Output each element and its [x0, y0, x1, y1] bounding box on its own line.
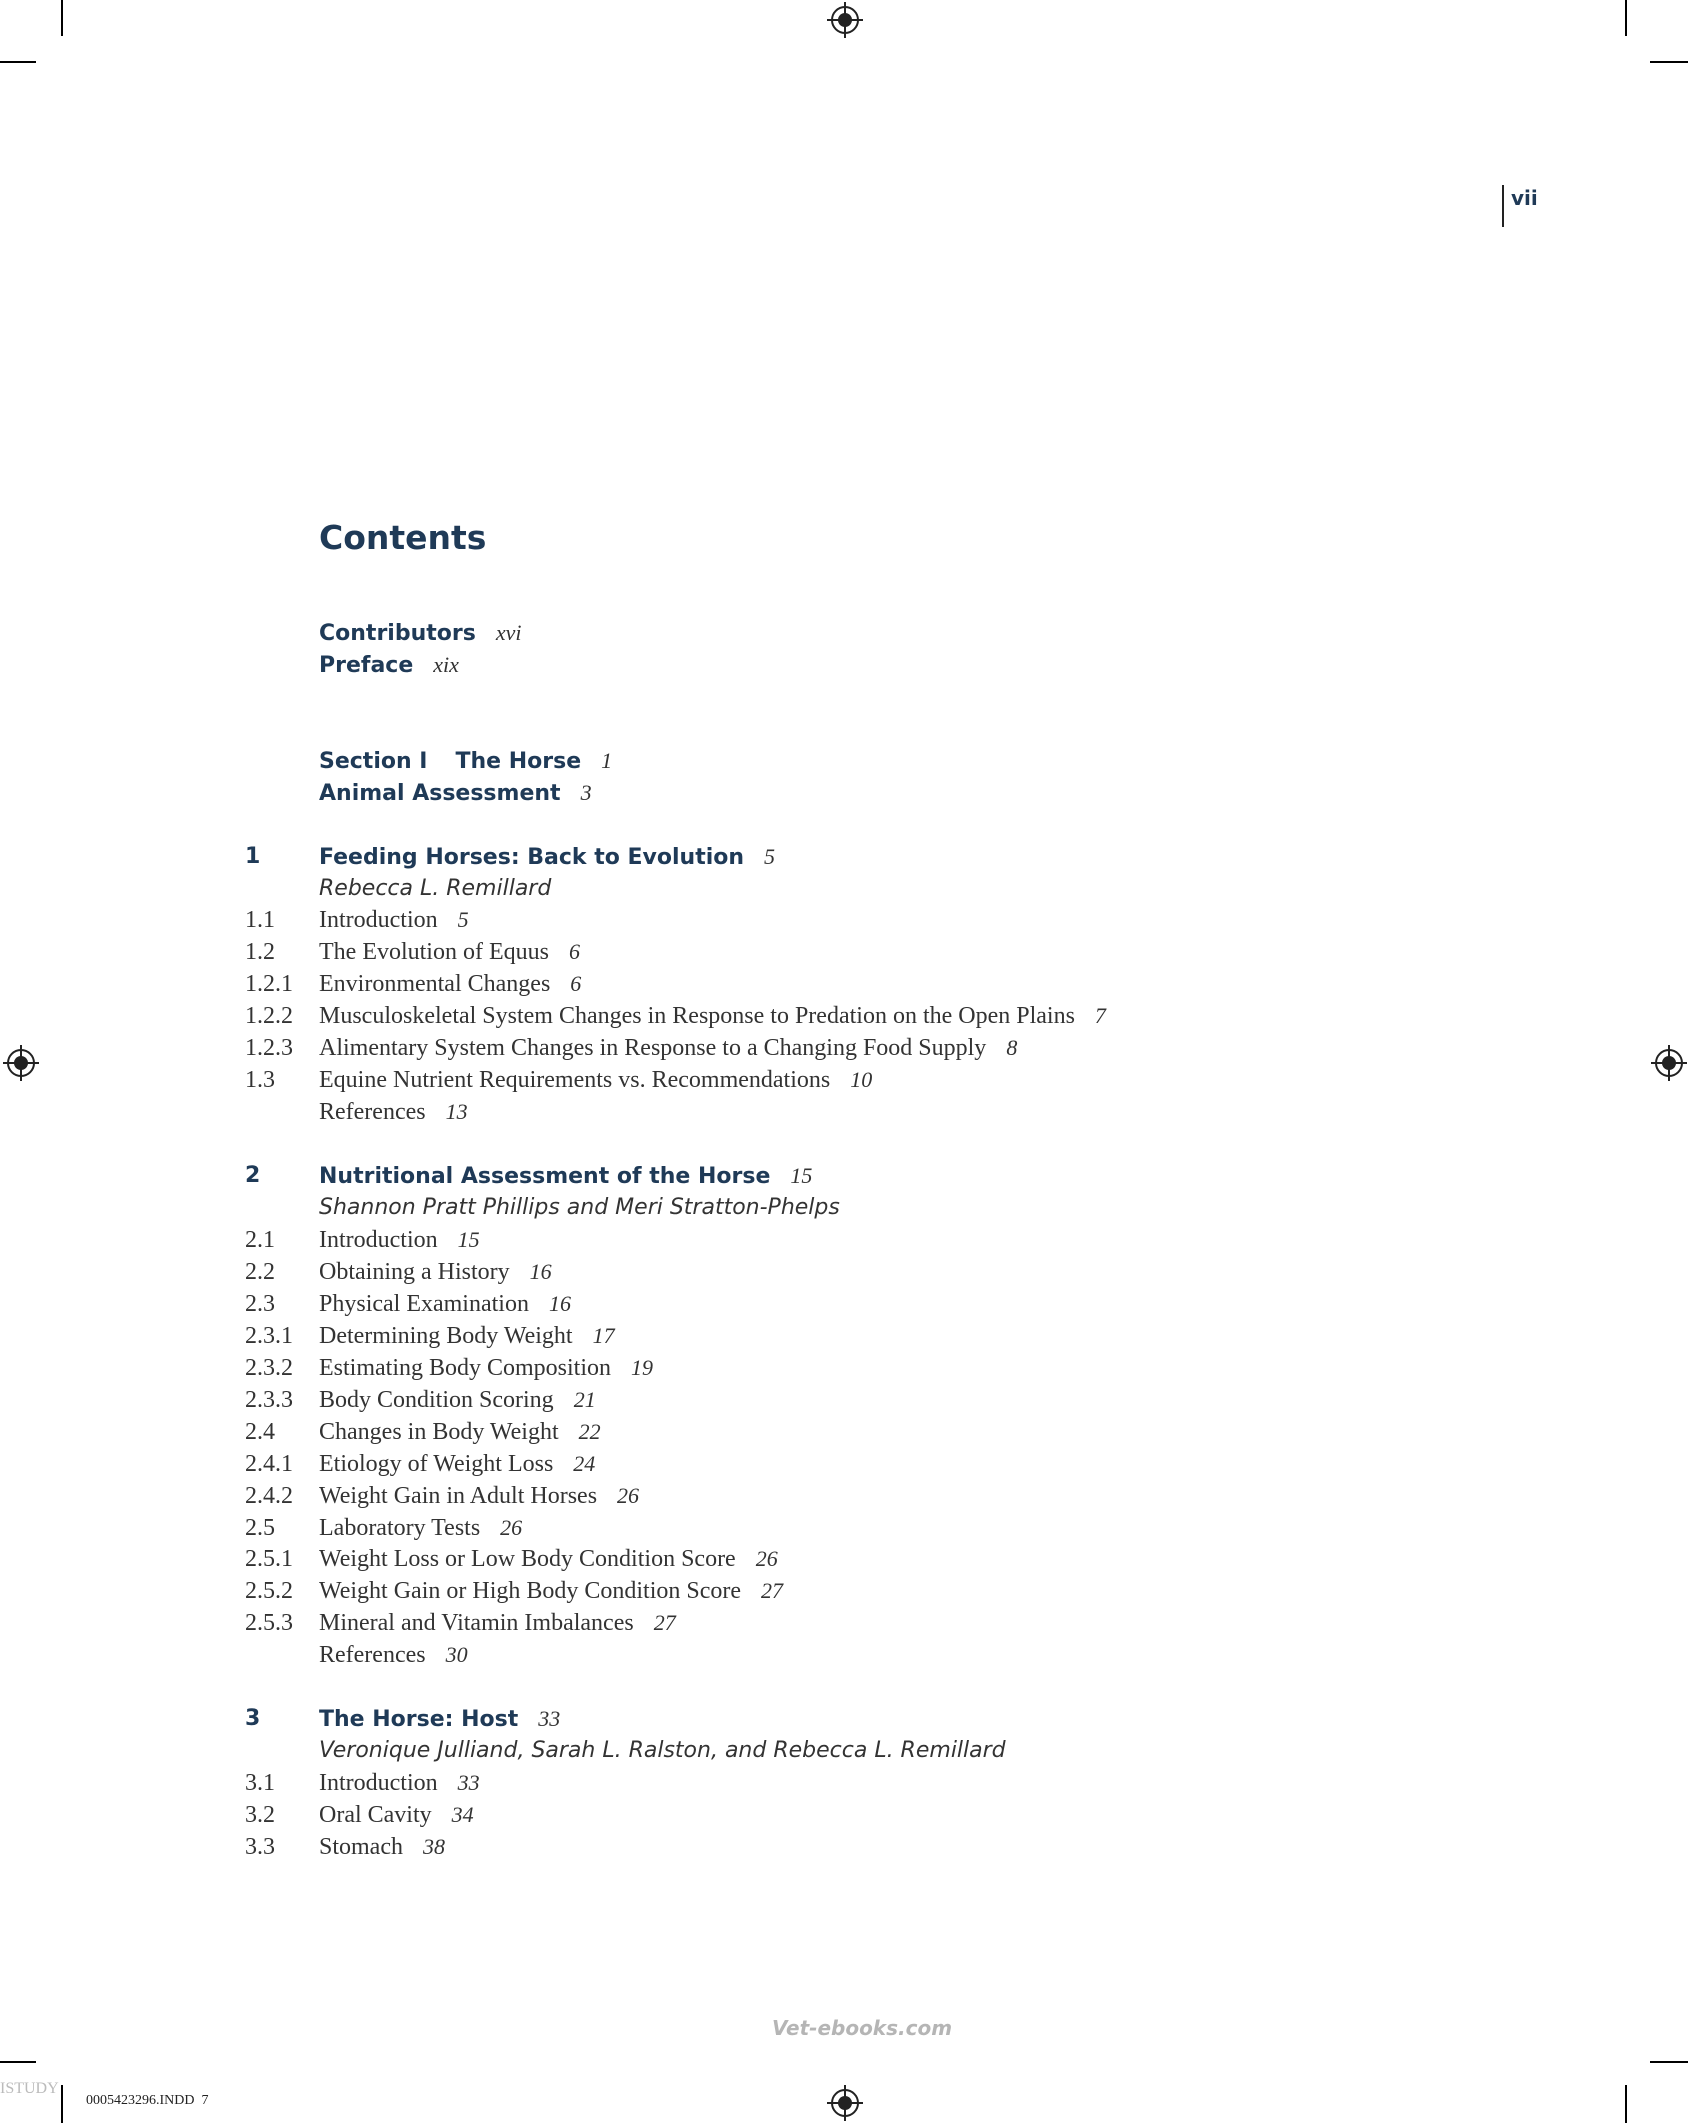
- file-slug: 0005423296.INDD 7: [86, 2093, 209, 2108]
- crop-mark: [61, 0, 63, 36]
- crop-mark: [1625, 0, 1627, 36]
- page-title: Contents: [319, 518, 487, 557]
- page-number: vii: [1511, 186, 1538, 210]
- registration-mark-icon: [831, 6, 859, 34]
- chapter-title: Feeding Horses: Back to Evolution 5: [319, 844, 776, 870]
- section-label: Section I The Horse 1: [319, 748, 613, 774]
- registration-mark-icon: [831, 2089, 859, 2117]
- chapter-title: Nutritional Assessment of the Horse 15: [319, 1163, 813, 1189]
- edge-text: ISTUDY: [0, 2080, 59, 2097]
- part-label: Animal Assessment 3: [319, 780, 592, 806]
- chapter-number: 2: [245, 1163, 261, 1188]
- registration-mark-icon: [1655, 1049, 1683, 1077]
- registration-mark-icon: [7, 1049, 35, 1077]
- crop-mark: [61, 2085, 63, 2123]
- crop-mark: [1650, 2061, 1688, 2063]
- chapter-number: 1: [245, 844, 261, 869]
- crop-mark: [0, 61, 36, 63]
- crop-mark: [1650, 61, 1688, 63]
- crop-mark: [1625, 2085, 1627, 2123]
- front-matter-label: Contributors xvi: [319, 620, 522, 646]
- watermark: Vet-ebooks.com: [772, 2016, 953, 2040]
- chapter-title: The Horse: Host 33: [319, 1706, 561, 1732]
- crop-mark: [0, 2061, 36, 2063]
- page-number-rule: [1502, 185, 1504, 227]
- front-matter-label: Preface xix: [319, 652, 459, 678]
- chapter-number: 3: [245, 1706, 261, 1731]
